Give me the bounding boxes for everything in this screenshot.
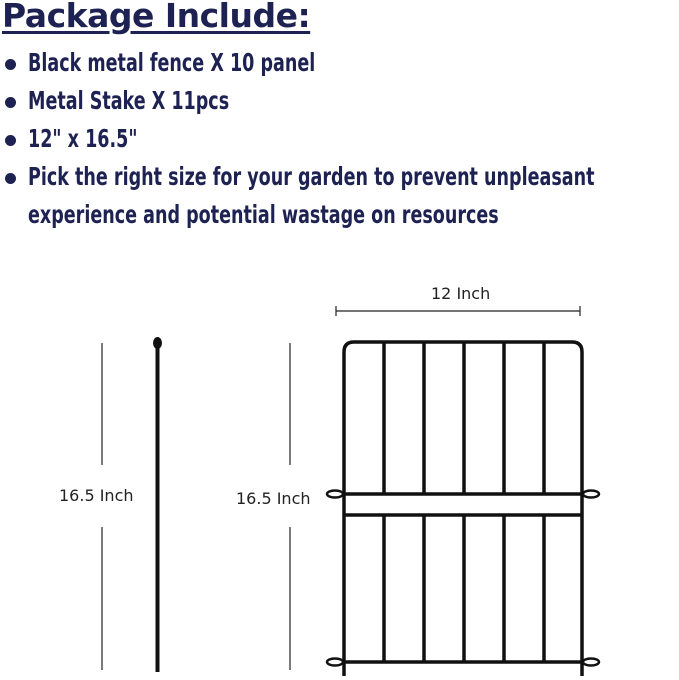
list-item-text: experience and potential wastage on resources [28,200,499,229]
fence-panel-icon [327,342,599,676]
width-dimension-label: 12 Inch [431,284,491,303]
list-item-text: Pick the right size for your garden to prevent unpleasant [28,162,595,191]
list-item-text: 12" x 16.5" [28,124,138,153]
panel-height-label: 16.5 Inch [236,489,311,508]
width-dimension-line [336,306,580,316]
list-item-text: Metal Stake X 11pcs [28,86,230,115]
list-item-text: Black metal fence X 10 panel [28,48,316,77]
page-title: Package Include: [2,0,311,35]
metal-stake-icon [153,337,162,672]
stake-height-label: 16.5 Inch [59,486,134,505]
